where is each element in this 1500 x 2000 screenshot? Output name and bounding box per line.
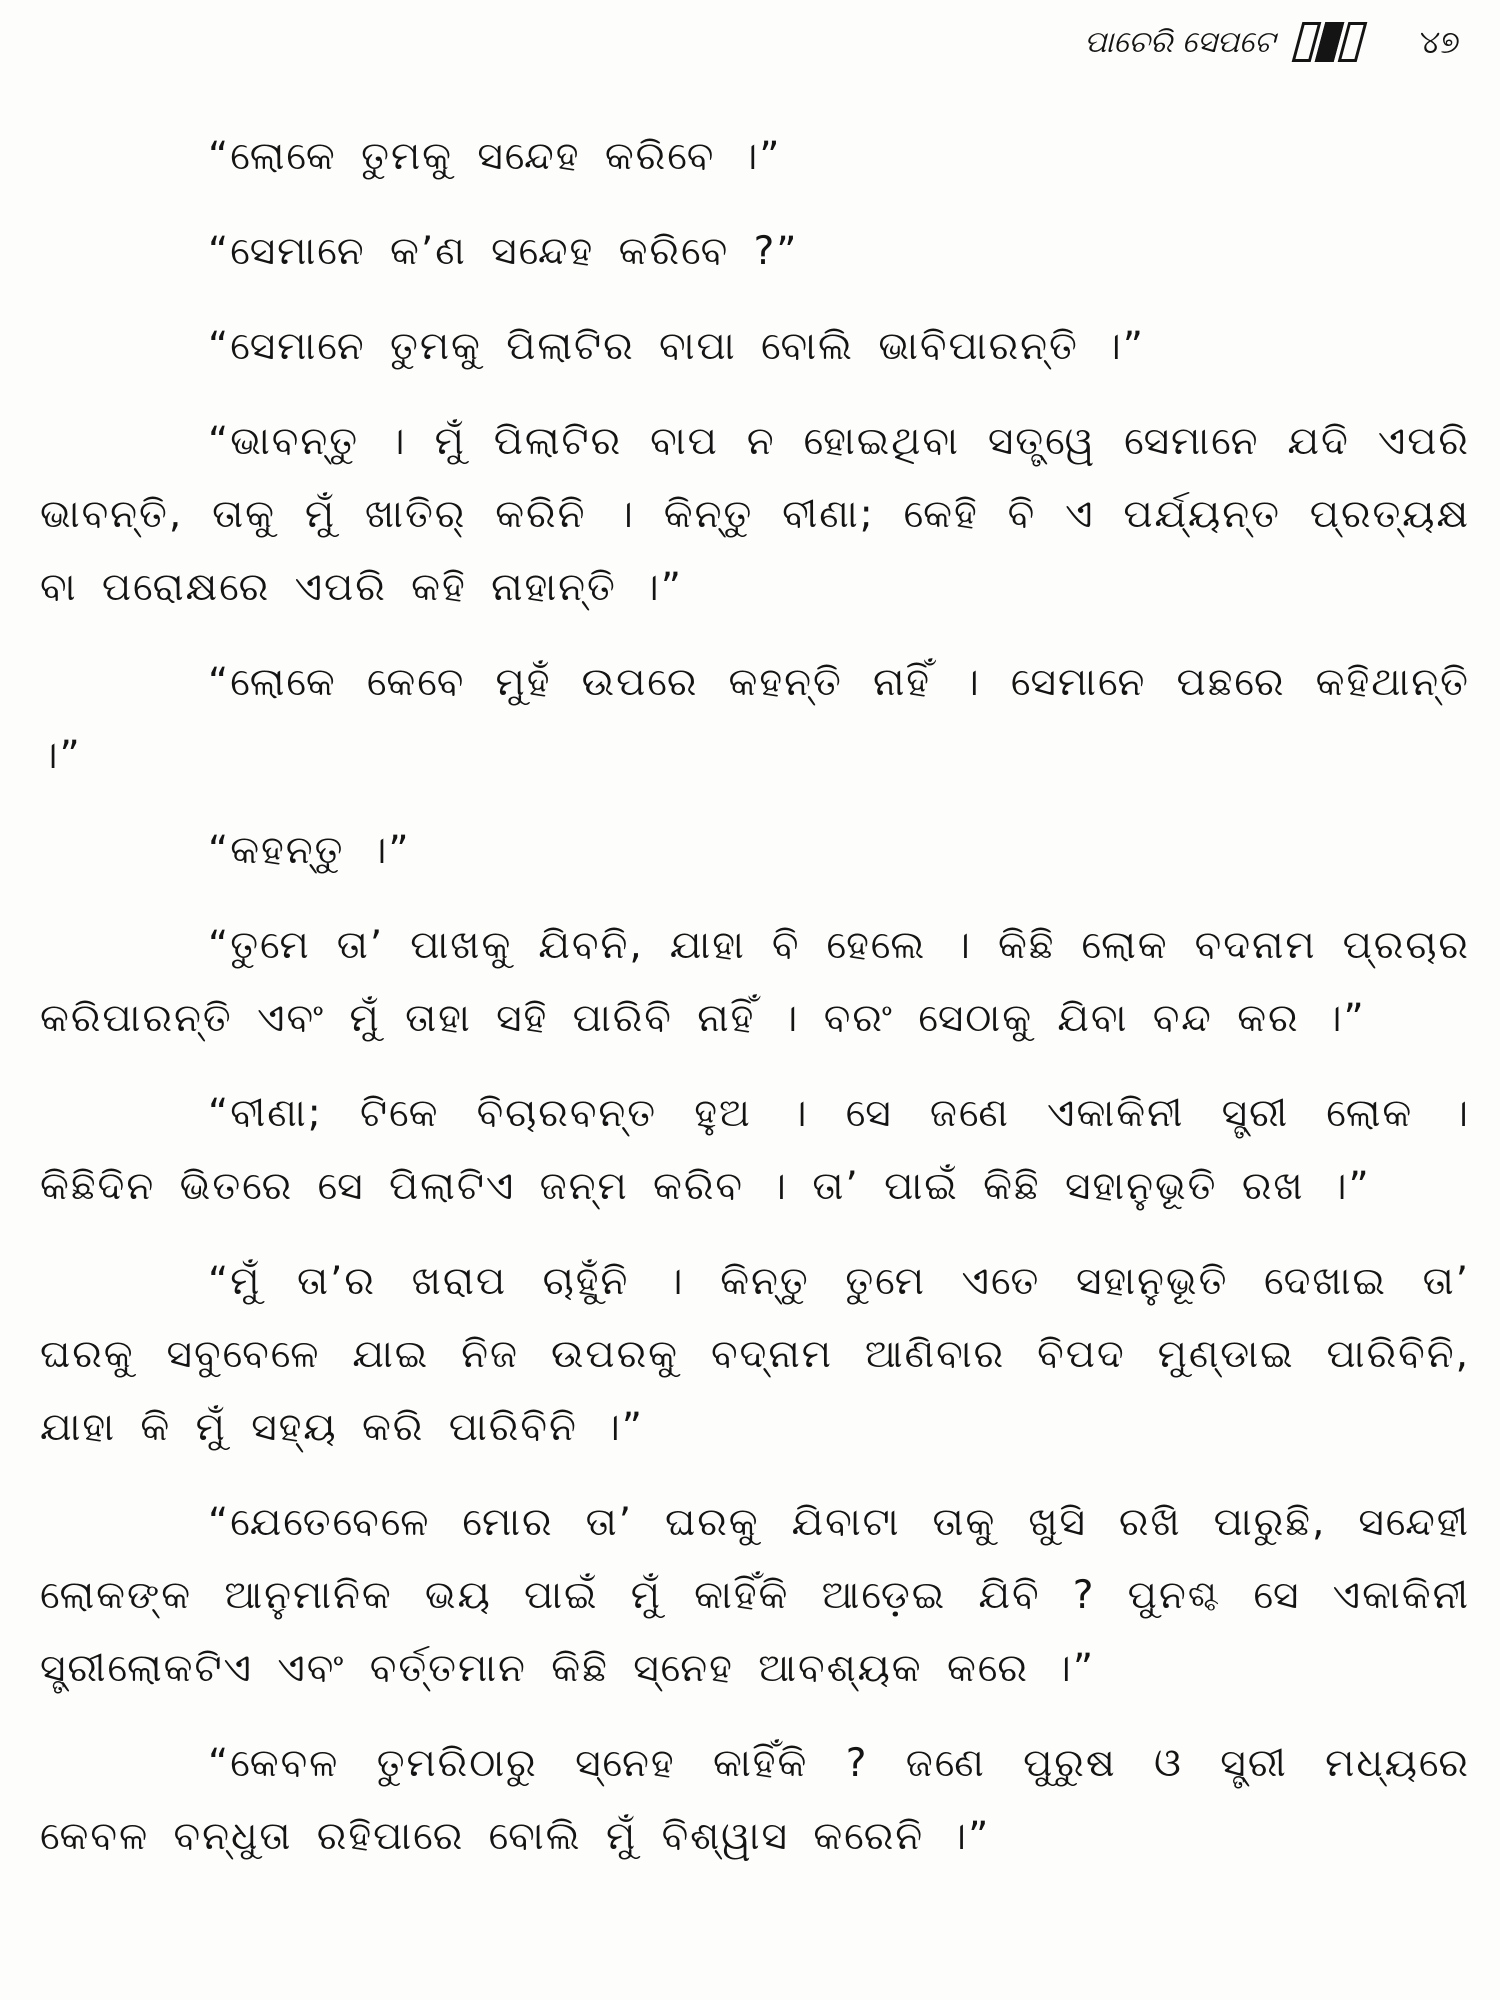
paragraph: “ସେମାନେ ତୁମକୁ ପିଲାଟିର ବାପା ବୋଲି ଭାବିପାରନ୍ତି ।” [208, 324, 1145, 369]
paragraph: “ତୁମେ ତା’ ପାଖକୁ ଯିବନି, ଯାହା ବି ହେଲେ । କିଛି ଲୋକ ବଦନାମ ପ୍ରଚାର କରିପାରନ୍ତି ଏବଂ ମୁଁ ତାହା ସହି ପାରିବି ନାହିଁ । ବରଂ ସେଠାକୁ ଯିବା ବନ୍ଦ କର ।” [40, 923, 1470, 1041]
paragraph: “ଲୋକେ ତୁମକୁ ସନ୍ଦେହ କରିବେ ।” [208, 134, 782, 179]
paragraph: “ସେମାନେ କ’ଣ ସନ୍ଦେହ କରିବେ ?” [208, 229, 799, 274]
running-header [1084, 22, 1460, 62]
book-title: ପାଚେରି ସେପଟେ [1084, 24, 1275, 60]
paragraph: “କହନ୍ତୁ ।” [208, 828, 411, 873]
header-ornament-icon [1297, 22, 1362, 62]
paragraph: “ଲୋକେ କେବେ ମୁହଁ ଉପରେ କହନ୍ତି ନାହିଁ । ସେମାନେ ପଛରେ କହିଥାନ୍ତି ।” [40, 660, 1470, 778]
paragraph: “ଭାବନ୍ତୁ । ମୁଁ ପିଲାଟିର ବାପ ନ ହୋଇଥିବା ସତ୍ତ୍ୱେ ସେମାନେ ଯଦି ଏପରି ଭାବନ୍ତି, ତାକୁ ମୁଁ ଖାତିର୍ କରିନି । କିନ୍ତୁ ବୀଣା; କେହି ବି ଏ ପର୍ଯ୍ୟନ୍ତ ପ୍ରତ୍ୟକ୍ଷ ବା ପରୋକ୍ଷରେ ଏପରି କହି ନାହାନ୍ତି ।” [40, 419, 1470, 610]
page-number: ୪୭ [1419, 22, 1460, 61]
text-body [40, 120, 1470, 1895]
paragraph: “ଯେତେବେଳେ ମୋର ତା’ ଘରକୁ ଯିବାଟା ତାକୁ ଖୁସି ରଖି ପାରୁଛି, ସନ୍ଦେହୀ ଲୋକଙ୍କ ଆନୁମାନିକ ଭୟ ପାଇଁ ମୁଁ କାହିଁକି ଆଡ଼େଇ ଯିବି ? ପୁନଶ୍ଚ ସେ ଏକାକିନୀ ସ୍ତ୍ରୀଲୋକଟିଏ ଏବଂ ବର୍ତ୍ତମାନ କିଛି ସ୍ନେହ ଆବଶ୍ୟକ କରେ ।” [40, 1500, 1470, 1691]
paragraph: “ବୀଣା; ଟିକେ ବିଚାରବନ୍ତ ହୁଅ । ସେ ଜଣେ ଏକାକିନୀ ସ୍ତ୍ରୀ ଲୋକ । କିଛିଦିନ ଭିତରେ ସେ ପିଲାଟିଏ ଜନ୍ମ କରିବ । ତା’ ପାଇଁ କିଛି ସହାନୁଭୂତି ରଖ ।” [40, 1091, 1470, 1209]
paragraph: “ମୁଁ ତା’ର ଖରାପ ଚାହୁଁନି । କିନ୍ତୁ ତୁମେ ଏତେ ସହାନୁଭୂତି ଦେଖାଇ ତା’ ଘରକୁ ସବୁବେଳେ ଯାଇ ନିଜ ଉପରକୁ ବଦ୍‌ନାମ ଆଣିବାର ବିପଦ ମୁଣ୍ଡାଇ ପାରିବିନି, ଯାହା କି ମୁଁ ସହ୍ୟ କରି ପାରିବିନି ।” [40, 1259, 1470, 1450]
paragraph: “କେବଳ ତୁମରିଠାରୁ ସ୍ନେହ କାହିଁକି ? ଜଣେ ପୁରୁଷ ଓ ସ୍ତ୍ରୀ ମଧ୍ୟରେ କେବଳ ବନ୍ଧୁତା ରହିପାରେ ବୋଲି ମୁଁ ବିଶ୍ୱାସ କରେନି ।” [40, 1741, 1470, 1859]
